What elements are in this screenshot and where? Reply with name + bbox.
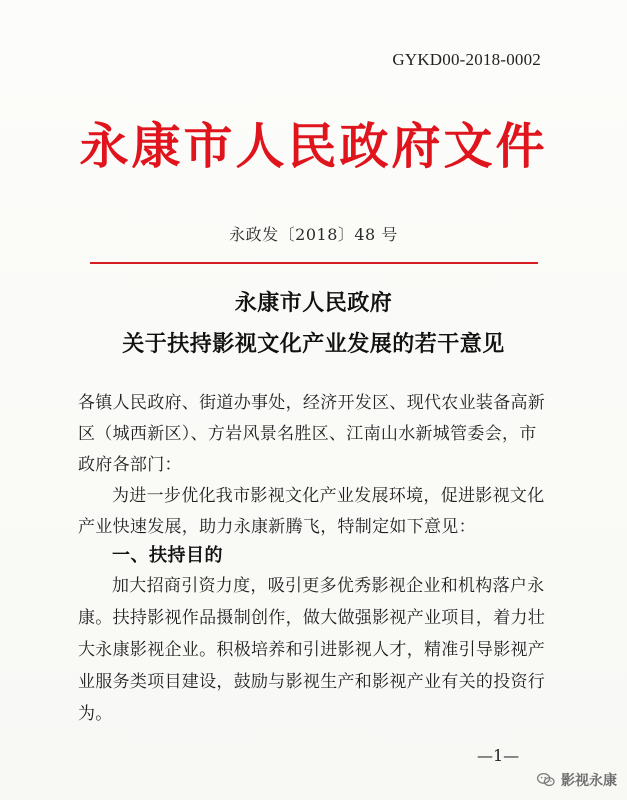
recipients-paragraph: 各镇人民政府、街道办事处，经济开发区、现代农业装备高新区（城西新区）、方岩风景名胜区、江南山水新城管委会，市政府各部门： <box>78 393 546 475</box>
document-header-title: 永康市人民政府文件 <box>79 117 548 175</box>
section-heading: 一、扶持目的 <box>112 545 223 566</box>
document-title-line-2: 关于扶持影视文化产业发展的若干意见 <box>122 332 505 357</box>
watermark-label: 影视永康 <box>561 773 617 789</box>
document-number: 永政发〔2018〕48 号 <box>229 225 398 244</box>
section-body-paragraph: 加大招商引资力度，吸引更多优秀影视企业和机构落户永康。扶持影视作品摄制创作，做大做强影视产业项目，着力壮大永康影视企业。积极培养和引进影视人才，精准引导影视产业服务类项目建设，鼓励与影视生产和影视产业有关的投资行为。 <box>78 576 546 724</box>
document-code: GYKD00-2018-0002 <box>392 50 541 69</box>
document-title-line-1: 永康市人民政府 <box>234 291 393 316</box>
watermark <box>536 770 617 790</box>
red-divider-line <box>90 262 538 264</box>
wechat-icon <box>536 772 556 788</box>
page-number: —1— <box>477 746 520 765</box>
intro-paragraph: 为进一步优化我市影视文化产业发展环境，促进影视文化产业快速发展，助力永康新腾飞，特制定如下意见： <box>78 486 545 537</box>
